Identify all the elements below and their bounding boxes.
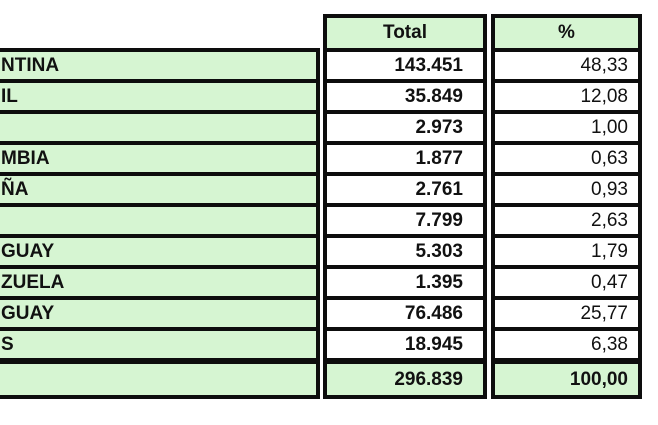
country-cell: IL [0, 79, 316, 110]
percent-cell: 2,63 [495, 203, 638, 234]
country-cell: GUAY [0, 296, 316, 327]
country-cell [0, 203, 316, 234]
country-cell: ÑA [0, 172, 316, 203]
grand-total-name-cell [0, 358, 316, 395]
total-cell: 2.973 [327, 110, 483, 141]
total-cell: 7.799 [327, 203, 483, 234]
country-name-column [0, 48, 320, 399]
total-cell: 1.877 [327, 141, 483, 172]
country-cell: MBIA [0, 141, 316, 172]
country-cell: ZUELA [0, 265, 316, 296]
total-cell: 76.486 [327, 296, 483, 327]
percent-cell: 0,63 [495, 141, 638, 172]
percent-column [491, 14, 642, 399]
grand-total-cell: 296.839 [327, 358, 483, 395]
country-cell: S [0, 327, 316, 358]
percent-cell: 6,38 [495, 327, 638, 358]
country-cell: GUAY [0, 234, 316, 265]
total-cell: 143.451 [327, 48, 483, 79]
total-cell: 18.945 [327, 327, 483, 358]
percent-cell: 25,77 [495, 296, 638, 327]
percent-cell: 1,00 [495, 110, 638, 141]
total-cell: 35.849 [327, 79, 483, 110]
total-cell: 5.303 [327, 234, 483, 265]
total-cell: 1.395 [327, 265, 483, 296]
grand-percent-cell: 100,00 [495, 358, 638, 395]
total-column-header: Total [327, 18, 483, 48]
country-cell [0, 110, 316, 141]
percent-cell: 12,08 [495, 79, 638, 110]
total-cell: 2.761 [327, 172, 483, 203]
percent-column-header: % [495, 18, 638, 48]
percent-cell: 48,33 [495, 48, 638, 79]
percent-cell: 0,47 [495, 265, 638, 296]
percent-cell: 1,79 [495, 234, 638, 265]
percent-cell: 0,93 [495, 172, 638, 203]
total-column [323, 14, 487, 399]
country-cell: NTINA [0, 52, 316, 79]
